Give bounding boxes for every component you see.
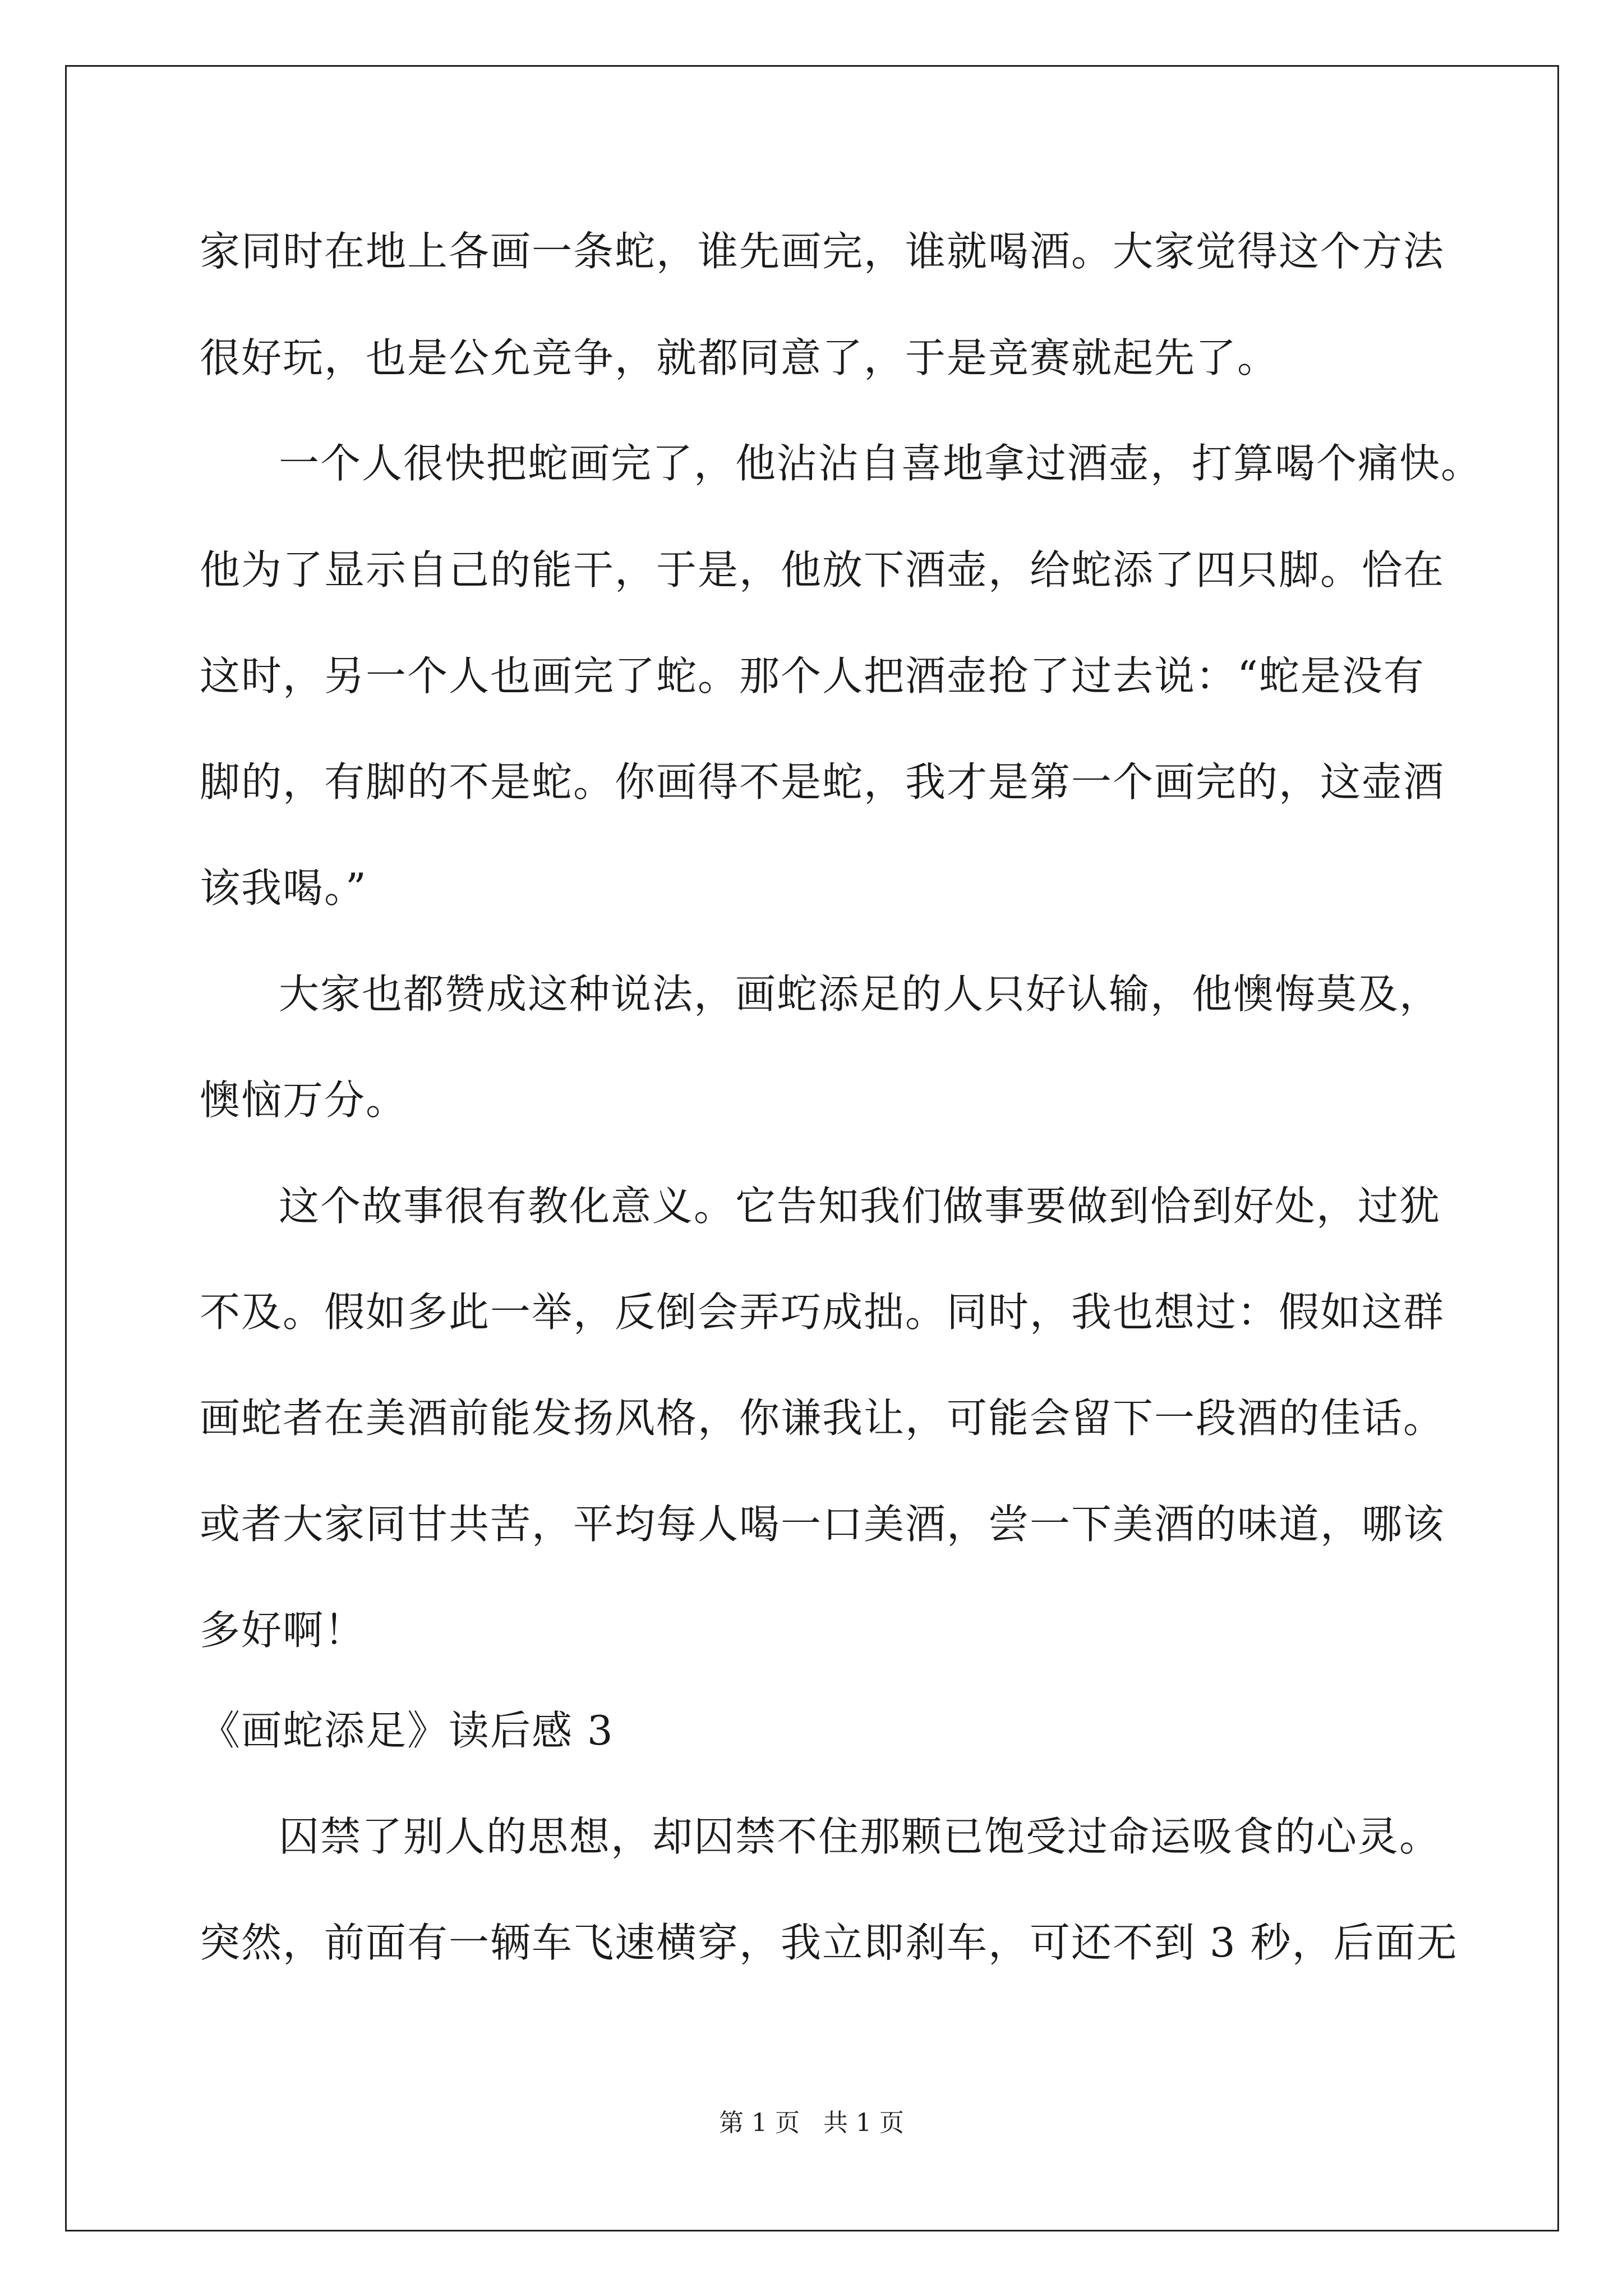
paragraph-line: 不及。假如多此一举，反倒会弄巧成拙。同时，我也想过：假如这群 <box>200 1289 1445 1336</box>
paragraph-line: 他为了显示自己的能干，于是，他放下酒壶，给蛇添了四只脚。恰在 <box>200 546 1445 593</box>
page-border <box>65 65 1559 2231</box>
paragraph-line: 脚的，有脚的不是蛇。你画得不是蛇，我才是第一个画完的，这壶酒 <box>200 758 1445 806</box>
section-heading: 《画蛇添足》读后感 3 <box>200 1707 614 1754</box>
paragraph-line: 大家也都赞成这种说法，画蛇添足的人只好认输，他懊悔莫及， <box>279 970 1441 1018</box>
paragraph-line: 囚禁了别人的思想，却囚禁不住那颗已饱受过命运吸食的心灵。 <box>279 1813 1441 1860</box>
page-number: 第 1 页 <box>719 2109 800 2137</box>
paragraph-line: 突然，前面有一辆车飞速横穿，我立即刹车，可还不到 3 秒，后面无 <box>200 1919 1458 1966</box>
paragraph-line: 懊恼万分。 <box>200 1076 408 1124</box>
paragraph-line: 或者大家同甘共苦，平均每人喝一口美酒，尝一下美酒的味道，哪该 <box>200 1501 1445 1548</box>
page-total: 共 1 页 <box>823 2109 904 2137</box>
paragraph-line: 这个故事很有教化意义。它告知我们做事要做到恰到好处，过犹 <box>279 1182 1441 1230</box>
paragraph-line: 多好啊！ <box>200 1607 366 1654</box>
paragraph-line: 这时，另一个人也画完了蛇。那个人把酒壶抢了过去说：“蛇是没有 <box>200 652 1425 700</box>
paragraph-line: 家同时在地上各画一条蛇，谁先画完，谁就喝酒。大家觉得这个方法 <box>200 228 1445 275</box>
paragraph-line: 该我喝。” <box>200 864 367 912</box>
paragraph-line: 一个人很快把蛇画完了，他沾沾自喜地拿过酒壶，打算喝个痛快。 <box>279 440 1483 487</box>
paragraph-line: 画蛇者在美酒前能发扬风格，你谦我让，可能会留下一段酒的佳话。 <box>200 1395 1445 1442</box>
paragraph-line: 很好玩，也是公允竞争，就都同意了，于是竞赛就起先了。 <box>200 334 1279 381</box>
page-footer <box>0 2106 1623 2140</box>
